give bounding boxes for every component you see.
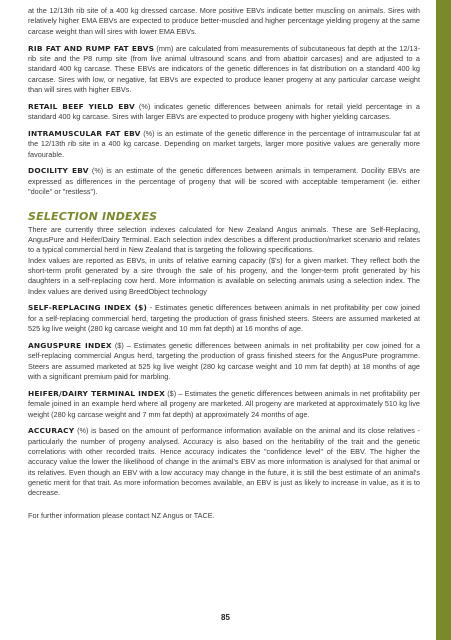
definition-text: (%) indicates genetic differences between animals for retail yield percentage in a standard 400 kg carcase. Sires with larger EBVs are expected to produce progeny with higher yielding carcases. (28, 101, 420, 122)
selection-intro-text-1: There are currently three selection indexes calculated for New Zealand Angus animals. These are Self-Replacing, AngusPure and Heifer/Dairy Terminal. Each selection index describes a different production/market scenario and relates to a typical commercial herd in New Zealand that is targeting the following specifications. (28, 224, 420, 255)
accuracy-paragraph (28, 426, 420, 498)
side-accent-bar (436, 0, 451, 640)
intramuscular-fat-paragraph (28, 129, 420, 160)
document-body (28, 6, 420, 528)
heifer-dairy-terminal-index-paragraph (28, 389, 420, 420)
term-docility: DOCILITY EBV (28, 166, 89, 176)
definition-text: (%) is based on the amount of performance information available on the animal and its close relatives - particularly the number of progeny analysed. Accuracy is also based on the heritability of the trait and the genetic correlations with other recorded traits. Hence accuracy indicates the "confidence level" of the EBV. The higher the accuracy value the lower the likelihood of change in the animal's EBV as more information is analysed for that animal or its relatives. Even though an EBV with a low accuracy may change in the future, it is still the best estimate of an animal's genetic merit for that trait. As more information becomes available, an EBV is just as likely to increase in value, as it is to decrease. (28, 426, 420, 498)
anguspure-index-paragraph (28, 341, 420, 382)
definition-text: ($) – Estimates the genetic differences between animals in net profitability per female joined in an example herd where all progeny are marketed. All progeny are marketed at approximately 510 kg live weight (280 kg carcase weight and 7 mm fat depth) at approximately 24 months of age. (28, 388, 420, 419)
selection-intro-text-2: Index values are reported as EBVs, in units of relative earning capacity ($'s) for a given market. They reflect both the short-term profit generated by a sire through the sale of his progeny, and the longer-term profit generated by his daughters in a self-replacing cow herd. More information is available on selecting animals using a selection index. The Index values are derived using BreedObject technology (28, 255, 420, 296)
docility-paragraph (28, 166, 420, 197)
term-retail-beef-yield: RETAIL BEEF YIELD EBV (28, 101, 135, 111)
selection-intro-paragraph (28, 225, 420, 297)
definition-text: (%) is an estimate of the genetic difference in the percentage of intramuscular fat at the 12/13th rib site in a 400 kg carcase. Depending on market targets, larger more positive values are generally more favourable. (28, 128, 420, 159)
definition-text: ($) – Estimates genetic differences between animals in net profitability per cow joined for a self-replacing commercial Angus herd, targeting the production of grass finished steers for the AngusPure programme. Steers are assumed marketed at 525 kg live weight (280 kg carcase weight and 10 mm fat depth) at 18 months of age with a significant premium paid for marbling. (28, 340, 421, 381)
retail-beef-yield-paragraph (28, 102, 420, 123)
term-accuracy: ACCURACY (28, 426, 75, 436)
term-rib-rump-fat: RIB FAT AND RUMP FAT EBVS (28, 43, 155, 53)
definition-text: - Estimates genetic differences between animals in net profitability per cow joined for a self-replacing commercial herd, targeting the production of grass finished steers. Steers are assumed marketed at 525 kg live weight (280 kg carcase weight and 10 mm fat depth) at 16 months of age. (28, 303, 420, 334)
page-number: 85 (221, 613, 230, 622)
contact-paragraph: For further information please contact NZ Angus or TACE. (28, 510, 215, 520)
self-replacing-index-paragraph (28, 303, 420, 334)
intro-paragraph: at the 12/13th rib site of a 400 kg dressed carcase. More positive EBVs indicate better muscling on animals. Sires with relatively higher EMA EBVs are expected to produce better-muscled and higher percentage yielding progeny at the same carcase weight than will sires with lower EMA EBVs. (28, 6, 420, 36)
term-intramuscular-fat: INTRAMUSCULAR FAT EBV (28, 128, 141, 138)
section-heading-selection-indexes: SELECTION INDEXES (28, 209, 158, 223)
term-self-replacing-index: SELF-REPLACING INDEX ($) (28, 303, 148, 313)
term-heifer-dairy-terminal-index: HEIFER/DAIRY TERMINAL INDEX (28, 388, 165, 398)
rib-rump-fat-paragraph (28, 44, 420, 96)
definition-text: (%) is an estimate of the genetic differences between animals in temperament. Docility EBVs are expressed as differences in the percentage of progeny that will be scored with acceptable temperament (ie. either "docile" or "restless"). (28, 166, 420, 197)
definition-text: (mm) are calculated from measurements of subcutaneous fat depth at the 12/13-rib site and the P8 rump site (from live animal ultrasound scans and from abattoir carcases) and are adjusted to a standard 400 kg carcase. These EBVs are indicators of the genetic differences in fat distribution on a standard 400 kg carcase. Sires with low, or negative, fat EBVs are expected to produce leaner progeny at any particular carcase weight than will sires with higher EBVs. (28, 43, 420, 94)
term-anguspure-index: ANGUSPURE INDEX (28, 340, 112, 350)
